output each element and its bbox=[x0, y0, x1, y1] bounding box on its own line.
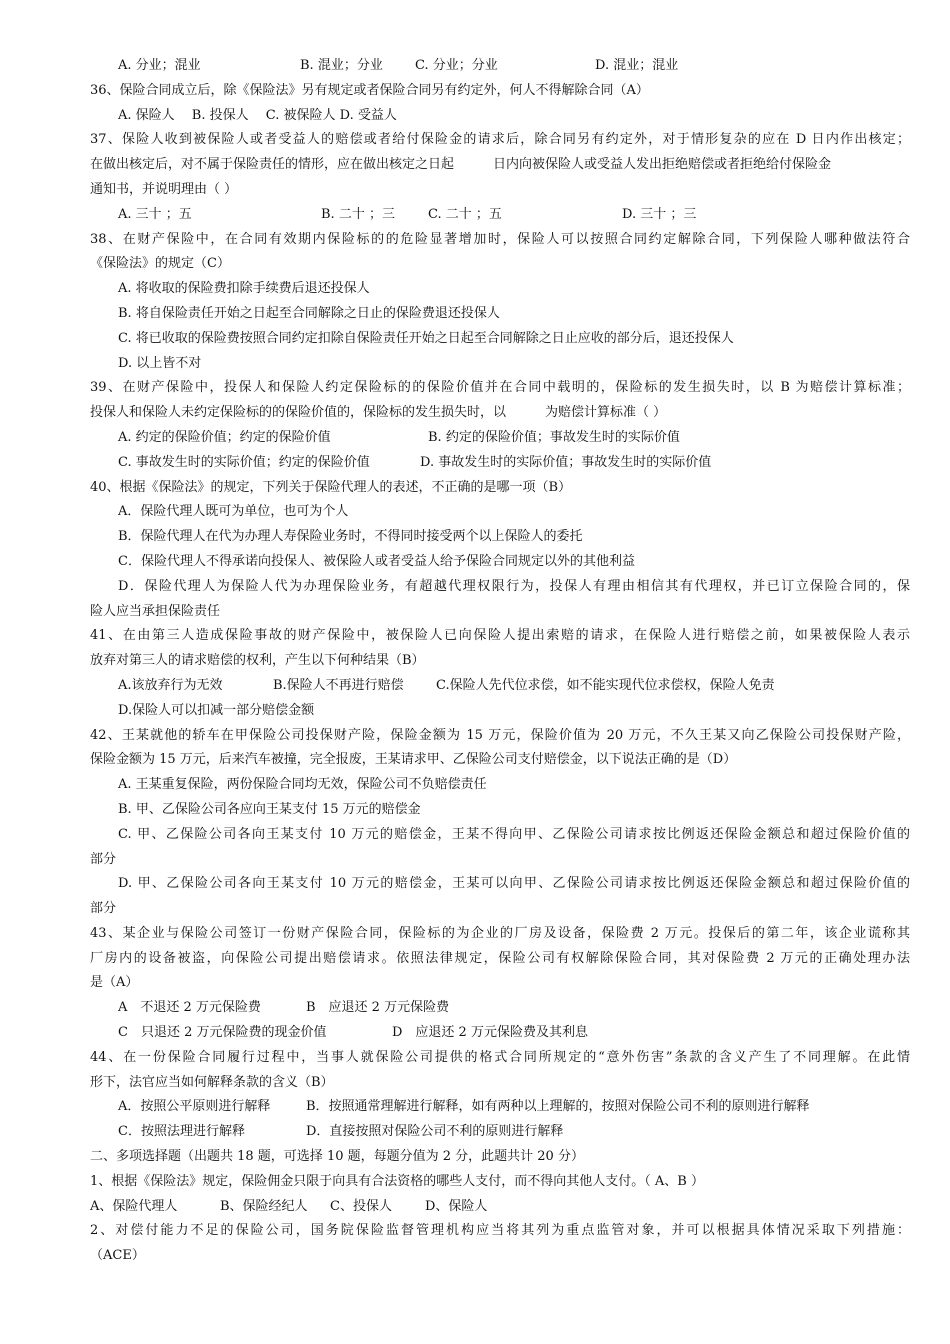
text-line: 通知书，并说明理由（ ） bbox=[90, 181, 238, 197]
option-row bbox=[90, 1095, 910, 1120]
text-line: D．保险代理人为保险人代为办理保险业务，有超越代理权限行为，投保人有理由相信其有代理权，并已订立保险合同的，保 bbox=[118, 578, 910, 594]
option-row bbox=[90, 1195, 910, 1220]
option-item: C.保险人先代位求偿，如不能实现代位求偿权，保险人免责 bbox=[436, 677, 775, 693]
option-item: B、保险经纪人 bbox=[220, 1198, 308, 1214]
text-line: 形下，法官应当如何解释条款的含义（B） bbox=[90, 1074, 334, 1090]
text-line: 厂房内的设备被盗，向保险公司提出赔偿请求。依照法律规定，保险公司有权解除保险合同，其对保险费 2 万元的正确处理办法 bbox=[90, 950, 910, 966]
option-row bbox=[90, 426, 910, 451]
text-line: D.保险人可以扣减一部分赔偿金额 bbox=[118, 702, 315, 718]
text-line: A. 王某重复保险，两份保险合同均无效，保险公司不负赔偿责任 bbox=[118, 777, 487, 793]
text-line: 38、在财产保险中，在合同有效期内保险标的的危险显著增加时，保险人可以按照合同约定解除合同，下列保险人哪种做法符合 bbox=[90, 231, 910, 247]
option-item: B 应退还 2 万元保险费 bbox=[306, 1000, 450, 1016]
text-line: 部分 bbox=[90, 901, 117, 917]
option-row bbox=[90, 1021, 910, 1046]
option-item: C 只退还 2 万元保险费的现金价值 bbox=[118, 1025, 327, 1041]
text-line: 39、在财产保险中，投保人和保险人约定保险标的的保险价值并在合同中载明的，保险标的发生损失时，以 B 为赔偿计算标准； bbox=[90, 380, 910, 396]
text-line: 43、某企业与保险公司签订一份财产保险合同，保险标的为企业的厂房及设备，保险费 2 万元。投保后的第二年，该企业谎称其 bbox=[90, 925, 910, 941]
option-item: A 不退还 2 万元保险费 bbox=[118, 1000, 261, 1016]
option-item: A.该放弃行为无效 bbox=[118, 677, 223, 693]
text-line: 部分 bbox=[90, 851, 117, 867]
text-line: A．保险代理人既可为单位，也可为个人 bbox=[118, 504, 349, 520]
text-line: 险人应当承担保险责任 bbox=[90, 603, 221, 619]
text-line: C. 将已收取的保险费按照合同约定扣除自保险责任开始之日起至合同解除之日止应收的部分后，退还投保人 bbox=[118, 330, 734, 346]
text-line: B. 将自保险责任开始之日起至合同解除之日止的保险费退还投保人 bbox=[118, 305, 500, 321]
option-row bbox=[90, 54, 910, 79]
text-line: 在做出核定后，对不属于保险责任的情形，应在做出核定之日起 日内向被保险人或受益人发出拒绝赔偿或者拒绝给付保险金 bbox=[90, 157, 832, 173]
text-line: 41、在由第三人造成保险事故的财产保险中，被保险人已向保险人提出索赔的请求，在保险人进行赔偿之前，如果被保险人表示 bbox=[90, 628, 910, 644]
text-line: 放弃对第三人的请求赔偿的权利，产生以下何种结果（B） bbox=[90, 653, 425, 669]
option-item: A．按照公平原则进行解释 bbox=[118, 1099, 271, 1115]
option-item: A. 分业；混业 bbox=[118, 58, 201, 73]
text-line: B. 甲、乙保险公司各应向王某支付 15 万元的赔偿金 bbox=[118, 801, 421, 817]
option-item: B. 二十 ；三 bbox=[321, 206, 395, 222]
document-page bbox=[90, 54, 910, 1269]
option-item: D. 混业；混业 bbox=[595, 58, 679, 73]
option-row bbox=[90, 674, 910, 699]
option-item: A、保险代理人 bbox=[90, 1198, 178, 1214]
option-row bbox=[90, 996, 910, 1021]
option-row bbox=[90, 203, 910, 228]
text-line: A. 保险人 B. 投保人 C. 被保险人 D. 受益人 bbox=[118, 107, 397, 123]
text-line: C. 甲、乙保险公司各向王某支付 10 万元的赔偿金，王某不得向甲、乙保险公司请求按比例返还保险金额总和超过保险价值的 bbox=[118, 826, 910, 842]
option-item: B. 混业；分业 bbox=[300, 58, 383, 73]
option-item: A. 约定的保险价值；约定的保险价值 bbox=[118, 429, 331, 445]
option-row bbox=[90, 451, 910, 476]
text-line: A. 将收取的保险费扣除手续费后退还投保人 bbox=[118, 281, 370, 297]
option-item: C．按照法理进行解释 bbox=[118, 1124, 245, 1140]
text-line: 36、保险合同成立后，除《保险法》另有规定或者保险合同另有约定外，何人不得解除合同（A） bbox=[90, 82, 649, 98]
text-line: 是（A） bbox=[90, 975, 139, 991]
text-line: 保险金额为 15 万元，后来汽车被撞，完全报废，王某请求甲、乙保险公司支付赔偿金，以下说法正确的是（D） bbox=[90, 752, 737, 768]
option-item: C. 二十 ；五 bbox=[428, 206, 502, 222]
text-line: （ACE） bbox=[90, 1248, 145, 1264]
option-item: D、保险人 bbox=[425, 1198, 488, 1214]
option-item: B.保险人不再进行赔偿 bbox=[273, 677, 404, 693]
text-line: 2、对偿付能力不足的保险公司，国务院保险监督管理机构应当将其列为重点监管对象，并可以根据具体情况采取下列措施： bbox=[90, 1223, 910, 1239]
text-line: 44、在一份保险合同履行过程中，当事人就保险公司提供的格式合同所规定的“意外伤害”条款的含义产生了不同理解。在此情 bbox=[90, 1049, 910, 1065]
option-item: A. 三十 ；五 bbox=[118, 206, 192, 222]
text-line: B．保险代理人在代为办理人寿保险业务时，不得同时接受两个以上保险人的委托 bbox=[118, 529, 583, 545]
text-line: 37、保险人收到被保险人或者受益人的赔偿或者给付保险金的请求后，除合同另有约定外，对于情形复杂的应在 D 日内作出核定； bbox=[90, 132, 910, 148]
option-item: D．直接按照对保险公司不利的原则进行解释 bbox=[306, 1124, 564, 1140]
option-item: C、投保人 bbox=[330, 1198, 392, 1214]
option-item: D 应退还 2 万元保险费及其利息 bbox=[392, 1025, 588, 1041]
option-row bbox=[90, 1120, 910, 1145]
text-line: 二、多项选择题（出题共 18 题，可选择 10 题，每题分值为 2 分，此题共计 20 分） bbox=[90, 1149, 584, 1165]
text-line: 投保人和保险人未约定保险标的的保险价值的，保险标的发生损失时，以 为赔偿计算标准（ ） bbox=[90, 405, 667, 421]
text-line: 《保险法》的规定（C） bbox=[90, 256, 230, 272]
option-item: D. 事故发生时的实际价值；事故发生时的实际价值 bbox=[420, 454, 712, 470]
text-line: 42、王某就他的轿车在甲保险公司投保财产险，保险金额为 15 万元，保险价值为 20 万元，不久王某又向乙保险公司投保财产险， bbox=[90, 727, 910, 743]
option-item: C. 分业；分业 bbox=[415, 58, 498, 73]
option-item: B．按照通常理解进行解释，如有两种以上理解的，按照对保险公司不利的原则进行解释 bbox=[306, 1099, 810, 1115]
text-line: C．保险代理人不得承诺向投保人、被保险人或者受益人给予保险合同规定以外的其他利益 bbox=[118, 553, 635, 569]
text-line: D. 甲、乙保险公司各向王某支付 10 万元的赔偿金，王某可以向甲、乙保险公司请求按比例返还保险金额总和超过保险价值的 bbox=[118, 876, 910, 892]
text-line: 40、根据《保险法》的规定，下列关于保险代理人的表述，不正确的是哪一项（B） bbox=[90, 479, 572, 495]
text-line: 1、根据《保险法》规定，保险佣金只限于向具有合法资格的哪些人支付，而不得向其他人支付。（ A、B ） bbox=[90, 1173, 704, 1189]
option-item: D. 三十 ；三 bbox=[622, 206, 697, 222]
text-line: D. 以上皆不对 bbox=[118, 355, 202, 371]
option-item: B. 约定的保险价值；事故发生时的实际价值 bbox=[428, 429, 680, 445]
option-item: C. 事故发生时的实际价值；约定的保险价值 bbox=[118, 454, 370, 470]
